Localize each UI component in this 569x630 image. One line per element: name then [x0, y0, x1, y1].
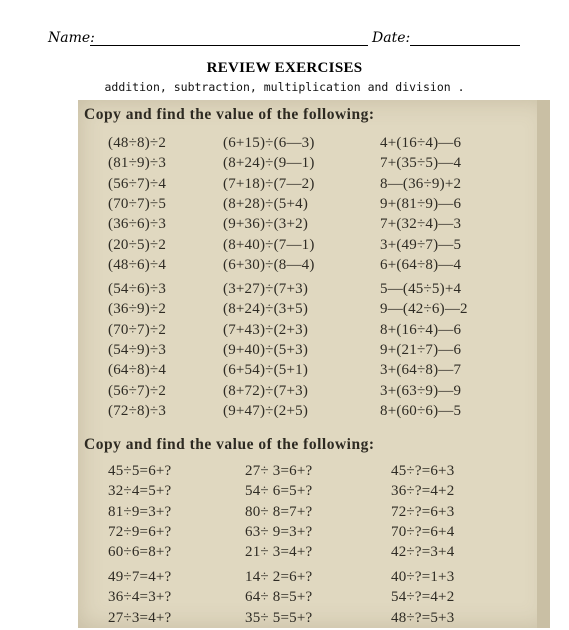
section1-problem: (8+24)÷(9—1) — [223, 155, 315, 172]
section1-problem: 8+(16÷4)—6 — [380, 321, 462, 338]
section1-problem: (6+54)÷(5+1) — [223, 362, 309, 379]
section1-problem: (64÷8)÷4 — [108, 362, 167, 379]
section2-problem: 45÷?=6+3 — [391, 463, 455, 479]
section2-problem: 45÷5=6+? — [108, 463, 172, 479]
section1-problem: 9—(42÷6)—2 — [380, 301, 468, 318]
section1-problem: (9+47)÷(2+5) — [223, 402, 309, 419]
section2-problem: 64÷ 8=5+? — [245, 589, 313, 606]
section1-problem: 9+(81÷9)—6 — [380, 195, 462, 212]
section1-problem: (8+40)÷(7—1) — [223, 236, 315, 253]
section1-problem: 4+(16÷4)—6 — [380, 135, 462, 151]
section1-problem: 8—(36÷9)+2 — [380, 175, 462, 192]
section2-problem: 32÷4=5+? — [108, 483, 172, 500]
section1-problem: (8+24)÷(3+5) — [223, 301, 309, 318]
section1-problem: 6+(64÷8)—4 — [380, 256, 462, 273]
section1-problem: 7+(35÷5)—4 — [380, 155, 462, 172]
section2-problem: 70÷?=6+4 — [391, 523, 455, 540]
section2-problem: 48÷?=5+3 — [391, 609, 455, 626]
name-label: Name: — [48, 30, 95, 46]
section1-problem: 3+(64÷8)—7 — [380, 362, 462, 379]
section2-problem: 80÷ 8=7+? — [245, 503, 313, 520]
section1-problem: (6+15)÷(6—3) — [223, 135, 315, 151]
section2-problem: 60÷6=8+? — [108, 544, 172, 561]
section2-problem: 54÷ 6=5+? — [245, 483, 313, 500]
section2-problem: 36÷4=3+? — [108, 589, 172, 606]
scan-edge — [537, 100, 550, 628]
page-title: REVIEW EXERCISES — [206, 60, 363, 76]
name-field-line — [90, 45, 368, 46]
section1-problem: (7+18)÷(7—2) — [223, 175, 315, 192]
section2-problem: 35÷ 5=5+? — [245, 609, 313, 626]
section1-problem: (7+43)÷(2+3) — [223, 321, 309, 338]
section1-problem: (70÷7)÷2 — [108, 321, 167, 338]
section2-problem: 36÷?=4+2 — [391, 483, 455, 500]
section2-heading: Copy and find the value of the following: — [84, 436, 375, 453]
section1-problem: (3+27)÷(7+3) — [223, 281, 309, 297]
section2-problem: 81÷9=3+? — [108, 503, 172, 520]
section1-problem: (48÷8)÷2 — [108, 135, 167, 151]
section1-problem: (56÷7)÷2 — [108, 382, 167, 399]
section2-problem: 54÷?=4+2 — [391, 589, 455, 606]
section1-problem: 9+(21÷7)—6 — [380, 341, 462, 358]
section1-problem: (20÷5)÷2 — [108, 236, 167, 253]
section2-problem: 63÷ 9=3+? — [245, 523, 313, 540]
section1-problem: 3+(63÷9)—9 — [380, 382, 462, 399]
section1-problem: (8+72)÷(7+3) — [223, 382, 309, 399]
section2-problem: 27÷3=4+? — [108, 609, 172, 626]
section1-problem: (9+40)÷(5+3) — [223, 341, 309, 358]
section2-problem: 72÷9=6+? — [108, 523, 172, 540]
section2-problem: 40÷?=1+3 — [391, 569, 455, 585]
section1-problem: 3+(49÷7)—5 — [380, 236, 462, 253]
section1-problem: (6+30)÷(8—4) — [223, 256, 315, 273]
section1-problem: (72÷8)÷3 — [108, 402, 167, 419]
section1-problem: (56÷7)÷4 — [108, 175, 167, 192]
section1-problem: 8+(60÷6)—5 — [380, 402, 462, 419]
section1-heading: Copy and find the value of the following: — [84, 106, 375, 123]
section2-problem: 49÷7=4+? — [108, 569, 172, 585]
section2-problem: 27÷ 3=6+? — [245, 463, 313, 479]
section1-problem: (48÷6)÷4 — [108, 256, 167, 273]
section1-problem: 5—(45÷5)+4 — [380, 281, 462, 297]
section2-problem: 72÷?=6+3 — [391, 503, 455, 520]
page-subtitle: addition, subtraction, multiplication and division . — [104, 80, 465, 94]
date-label: Date: — [372, 30, 411, 46]
section1-problem: (70÷7)÷5 — [108, 195, 167, 212]
date-field-line — [410, 45, 520, 46]
section1-problem: 7+(32÷4)—3 — [380, 216, 462, 233]
section2-problem: 21÷ 3=4+? — [245, 544, 313, 561]
section1-problem: (81÷9)÷3 — [108, 155, 167, 172]
section2-problem: 42÷?=3+4 — [391, 544, 455, 561]
section1-problem: (8+28)÷(5+4) — [223, 195, 309, 212]
section1-problem: (54÷6)÷3 — [108, 281, 167, 297]
header-row — [0, 30, 569, 52]
scanned-page — [78, 100, 550, 628]
section2-problem: 14÷ 2=6+? — [245, 569, 313, 585]
section1-problem: (54÷9)÷3 — [108, 341, 167, 358]
section1-problem: (9+36)÷(3+2) — [223, 216, 309, 233]
section1-problem: (36÷9)÷2 — [108, 301, 167, 318]
section1-problem: (36÷6)÷3 — [108, 216, 167, 233]
